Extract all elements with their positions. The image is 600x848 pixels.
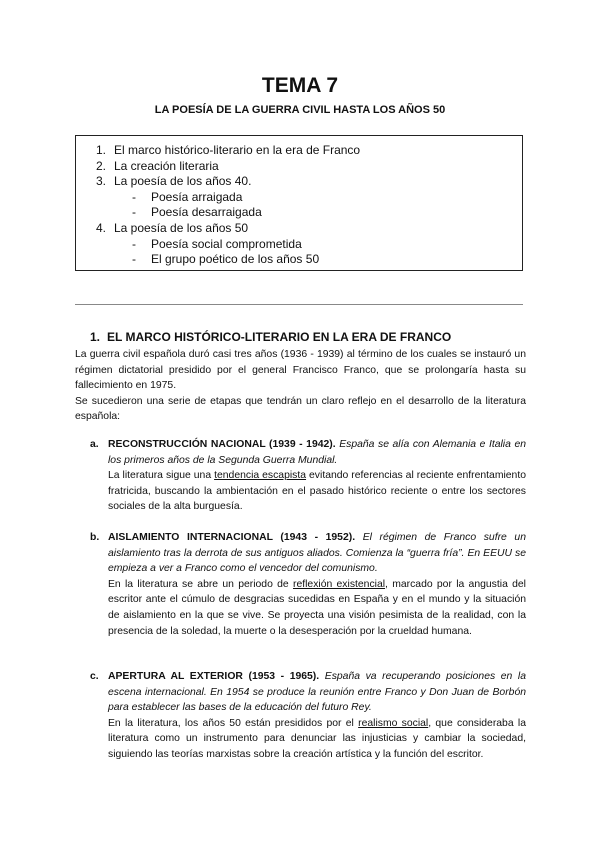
toc-item-2 [76, 159, 522, 175]
literature-text-after: evitando referencias al reciente enfrentamiento fratricida, buscando la ambientación en el pasado histórico reciente o entre los sectores sociales de la alta burguesía. [108, 470, 527, 513]
toc-subitem-social [76, 237, 522, 253]
literature-key-term: reflexión existencial [292, 578, 386, 590]
toc-item-label: La creación literaria [114, 158, 219, 173]
toc-item-number: 2. [96, 158, 107, 173]
stage-history-text: El régimen de Franco sufre un aislamiento tras la derrota de sus antiguos aliados. Comienza la “guerra fría”. En EEUU se empieza a ver a Franco como el vencedor del comunismo. [108, 532, 526, 575]
stage-history-text: España se alía con Alemania e Italia en los primeros años de la Segunda Guerra Mundial. [108, 439, 526, 466]
stage-history [108, 669, 526, 716]
toc-item-4 [76, 221, 522, 237]
literature-text-before: En la literatura se abre un periodo de [108, 578, 289, 590]
toc-subitem-desarraigada [76, 205, 522, 221]
stage-history [108, 437, 526, 468]
toc-subitem-dash: - [132, 189, 136, 204]
section-heading [90, 330, 451, 344]
literature-key-term: realismo social [358, 717, 429, 729]
toc-item-3 [76, 174, 522, 190]
toc-item-number: 1. [96, 143, 107, 157]
toc-subitem-dash: - [132, 205, 136, 220]
literature-text-after: , marcado por la angustia del escritor ante el cúmulo de desgracias sucedidas en España y en el mundo y la situación de aislamiento en la que se vive. Se proyecta una visión pesimista de la realidad, con la presencia de la soledad, la muerte o la desesperación por la crueldad humana. [108, 578, 526, 637]
stage-letter: a. [90, 439, 99, 450]
intro-paragraph-2: Se sucedieron una serie de etapas que tendrán un claro reflejo en el desarrollo de la literatura española: [75, 395, 526, 423]
toc-subitem-dash: - [132, 252, 136, 267]
intro-paragraph-1: La guerra civil española duró casi tres años (1936 - 1939) al término de los cuales se instauró un régimen dictatorial presidido por el general Francisco Franco, que se prolongaría hasta su fallecimiento en 1975. [75, 349, 526, 392]
stage-heading: AISLAMIENTO INTERNACIONAL (1943 - 1952). [108, 532, 356, 543]
stage-letter: b. [90, 532, 100, 543]
stage-letter: c. [90, 671, 99, 682]
stage-history-text: España va recuperando posiciones en la escena internacional. En 1954 se produce la reunión entre Franco y Don Juan de Borbón para establecer las bases de la educación del futuro Rey. [108, 671, 526, 714]
stage-heading: APERTURA AL EXTERIOR (1953 - 1965). [108, 671, 320, 682]
toc-item-number: 3. [96, 174, 107, 189]
table-of-contents [75, 135, 523, 271]
stage-history [108, 530, 526, 577]
toc-subitem-label: Poesía social comprometida [151, 236, 302, 251]
toc-subitem-label: Poesía desarraigada [151, 205, 262, 220]
section-number: 1. [90, 330, 101, 344]
toc-subitem-dash: - [132, 236, 136, 251]
stage-literature [108, 577, 526, 639]
stage-literature [108, 716, 526, 763]
stage-b [90, 530, 526, 639]
toc-item-1 [76, 143, 522, 159]
literature-text-before: La literatura sigue una [108, 470, 212, 482]
toc-subitem-arraigada [76, 190, 522, 206]
section-title: EL MARCO HISTÓRICO-LITERARIO EN LA ERA DE FRANCO [107, 330, 452, 344]
stage-c [90, 669, 526, 763]
toc-item-label: La poesía de los años 40. [114, 174, 252, 189]
toc-subitem-label: El grupo poético de los años 50 [151, 252, 320, 267]
literature-key-term: tendencia escapista [214, 470, 307, 482]
page-subtitle: LA POESÍA DE LA GUERRA CIVIL HASTA LOS AÑOS 50 [154, 104, 446, 116]
toc-item-number: 4. [96, 220, 107, 235]
section-intro [75, 347, 526, 425]
page-title: TEMA 7 [261, 74, 339, 97]
stage-a [90, 437, 527, 515]
toc-subitem-label: Poesía arraigada [151, 189, 243, 204]
toc-subitem-grupo-50 [76, 252, 522, 268]
toc-item-label: El marco histórico-literario en la era de Franco [114, 143, 361, 157]
literature-text-before: En la literatura, los años 50 están presididos por el [108, 717, 354, 729]
horizontal-divider [75, 304, 523, 305]
literature-text-after: , que consideraba la literatura como un instrumento para denunciar las injusticias y cambiar la sociedad, siguiendo las teorías marxistas sobre la creación artística y la función del escritor. [108, 717, 526, 760]
stage-literature [108, 468, 526, 515]
stage-heading: RECONSTRUCCIÓN NACIONAL (1939 - 1942). [108, 439, 336, 450]
toc-item-label: La poesía de los años 50 [114, 220, 249, 235]
